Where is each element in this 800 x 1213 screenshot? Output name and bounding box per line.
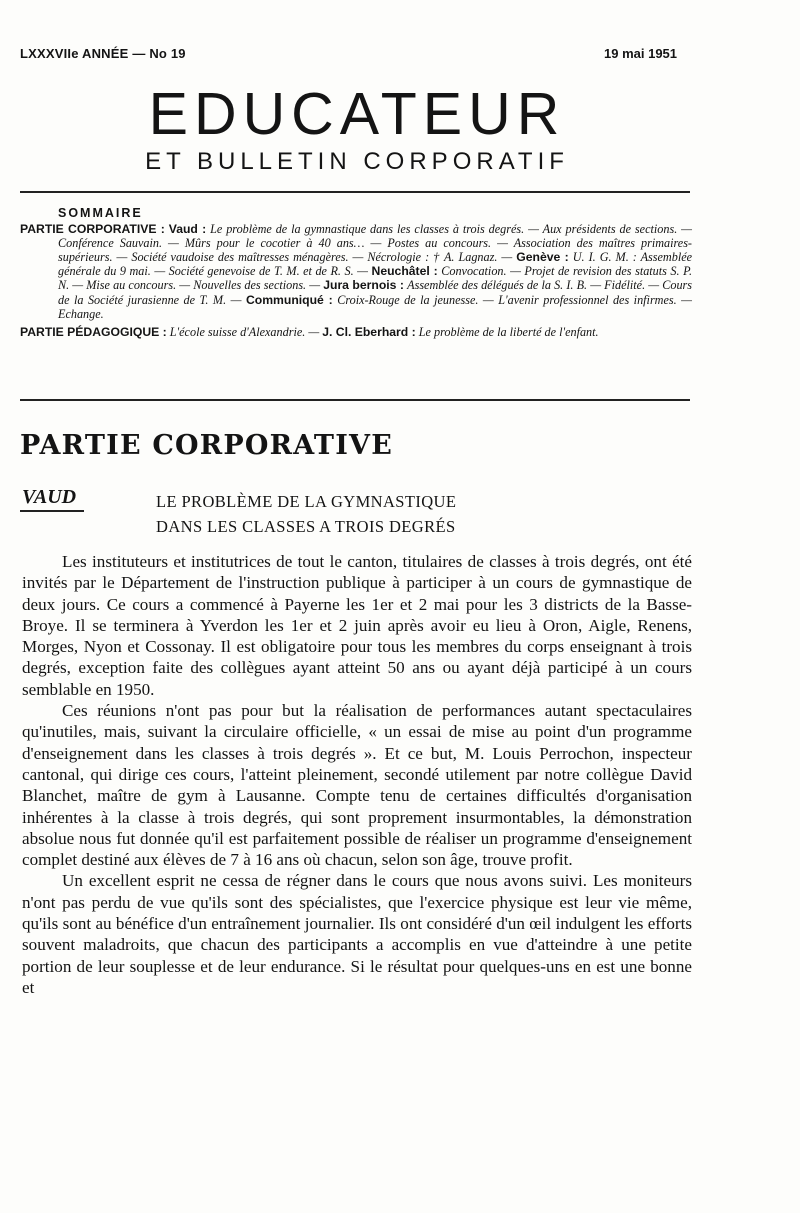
article-title-line-2: DANS LES CLASSES A TROIS DEGRÉS (156, 517, 456, 536)
journal-title: EDUCATEUR (148, 81, 566, 147)
summary-heading: SOMMAIRE (58, 206, 143, 220)
summary-vaud-label: Vaud : (168, 222, 207, 237)
summary-neuchatel-text: Convocation. — Projet de revision des statuts S. P. N. — Mise au concours. — Nouvelles des sections. — (58, 264, 693, 293)
summary-corporative (20, 222, 692, 321)
summary-jura-text: Assemblée des délégués de la S. I. B. — Fidélité. — Cours de la Société jurasienne de T. M. — (58, 278, 693, 307)
summary-author: J. Cl. Eberhard : (322, 324, 416, 339)
top-rule (20, 191, 690, 193)
canton-heading: VAUD (22, 486, 77, 508)
section-title: PARTIE CORPORATIVE (20, 430, 393, 461)
article-title-line-1: LE PROBLÈME DE LA GYMNASTIQUE (156, 492, 457, 511)
summary-pedagogique-text: L'école suisse d'Alexandrie. — (169, 324, 320, 339)
article-paragraph: Ces réunions n'ont pas pour but la réalisation de performances autant spectaculaires qu'inutiles, mais, suivant la circulaire officielle, « un essai de mise au point d'un programme d'enseignement dans les classes à trois degrés ». Et ce but, M. Louis Perrochon, inspecteur cantonal, qui dirige ces cours, l'atteint pleinement, secondé utilement par notre collègue David Blanchet, maître de gym à Lausanne. Compte tenu de certaines difficultés d'organisation inhérentes à la classe à trois degrés, qui sont proprement insurmontables, la démonstration absolue nous fut donnée qu'il est parfaitement possible de réaliser un programme d'enseignement complet destiné aux élèves de 7 à 16 ans où chacun, selon son âge, trouve profit. (22, 701, 692, 870)
canton-underline (20, 510, 84, 512)
journal-subtitle: ET BULLETIN CORPORATIF (145, 148, 569, 175)
summary-pedagogique-label: PARTIE PÉDAGOGIQUE : (20, 324, 167, 339)
summary-neuchatel-label: Neuchâtel : (371, 264, 438, 279)
summary-communique-label: Communiqué : (245, 292, 333, 307)
summary-corporative-label: PARTIE CORPORATIVE : (20, 222, 165, 237)
article-paragraph: Un excellent esprit ne cessa de régner dans le cours que nous avons suivi. Les moniteurs n'ont pas perdu de vue qu'ils sont des spécialistes, que l'exercice physique est leur vie même, qu'ils sont au bénéfice d'un entraînement journalier. Ils ont considéré d'un œil indulgent les efforts souvent maladroits, que chacun des participants a accomplis en vue d'atteindre à une petite portion de leur souplesse et de leur endurance. Si le résultat pour quelques-uns en est une bonne et (22, 871, 692, 997)
summary-jura-label: Jura bernois : (323, 278, 404, 293)
summary-geneve-label: Genève : (516, 250, 569, 265)
bottom-rule (20, 399, 690, 401)
masthead (132, 82, 582, 176)
summary-pedagogique (20, 325, 692, 339)
article-body (22, 551, 692, 998)
summary-vaud-text: Le problème de la gymnastique dans les classes à trois degrés. — Aux présidents de sections. — Conférence Sauvain. — Mûrs pour le cocotier à 40 ans… — Postes au concours. — Association des maîtres primaires-supérieurs. — Société vaudoise des maîtresses ménagères. — Nécrologie : † A. Lagnaz. — (58, 222, 692, 265)
article-title (156, 489, 456, 539)
article-paragraph: Les instituteurs et institutrices de tout le canton, titulaires de classes à trois degrés, ont été invités par le Département de l'instruction publique à participer à un cours de gymnastique de deux jours. Ce cours a commencé à Payerne les 1er et 2 mai pour les 3 districts de la Basse-Broye. Il se terminera à Yverdon les 1er et 2 juin après avoir eu lieu à Oron, Aigle, Renens, Morges, Nyon et Cossonay. Il est obligatoire pour tous les membres du corps enseignant à trois degrés, exception faite des collègues ayant atteint 50 ans ou ayant déjà participé à un cours semblable en 1950. (22, 552, 692, 699)
summary-pedagogique-text-2: Le problème de la liberté de l'enfant. (418, 324, 599, 339)
table-of-contents (20, 206, 692, 339)
summary-communique-text: Croix-Rouge de la jeunesse. — L'avenir professionnel des infirmes. — Echange. (58, 292, 693, 321)
summary-geneve-text: U. I. G. M. : Assemblée générale du 9 mai. — Société genevoise de T. M. et de R. S. — (58, 250, 693, 279)
issue-date: 19 mai 1951 (604, 46, 678, 61)
issue-number: LXXXVIIe ANNÉE — No 19 (20, 46, 186, 61)
